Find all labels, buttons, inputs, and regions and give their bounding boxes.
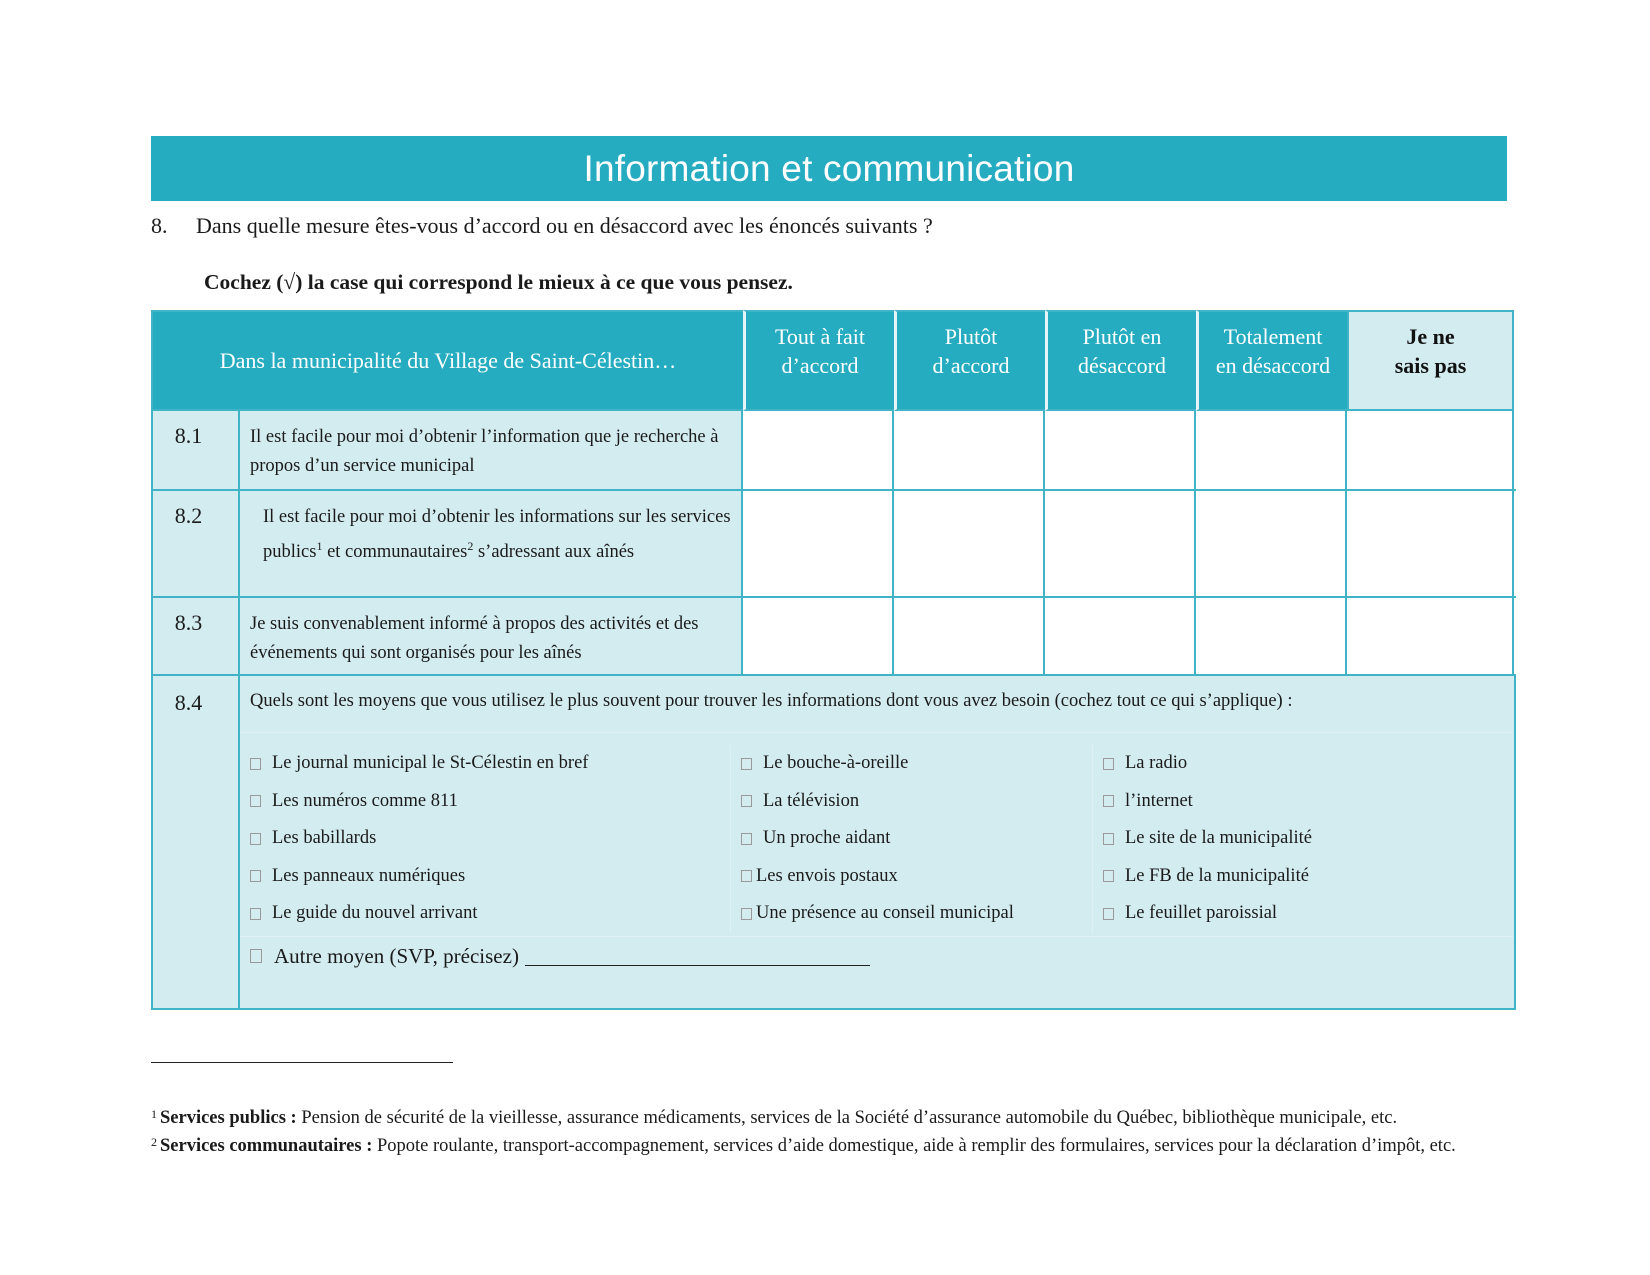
statement-text: Il est facile pour moi d’obtenir les informations sur les services publics — [263, 507, 731, 563]
footnote-text: Pension de sécurité de la vieillesse, assurance médicaments, services de la Société d’assurance automobile du Québec, bibliothèque municipale, etc. — [296, 1108, 1398, 1128]
header-plutot-d-accord — [894, 310, 1045, 411]
checkbox-icon[interactable] — [250, 949, 262, 963]
answer-cell-plutot-en-desaccord[interactable] — [1045, 411, 1196, 489]
answer-cell-je-ne-sais-pas[interactable] — [1347, 598, 1514, 674]
checkbox-icon[interactable] — [1103, 870, 1114, 882]
option-babillards[interactable] — [250, 820, 730, 858]
footnotes — [151, 1102, 1516, 1158]
option-label: La télévision — [763, 790, 860, 811]
statement-text: et communautaires — [322, 542, 468, 563]
checkbox-icon[interactable] — [250, 795, 261, 807]
checkbox-icon[interactable] — [250, 870, 261, 882]
answer-cell-totalement-en-desaccord[interactable] — [1196, 411, 1347, 489]
row-number: 8.3 — [151, 598, 240, 674]
header-label-line2: sais pas — [1394, 353, 1467, 378]
table-row-8-1 — [151, 411, 1516, 491]
header-label-line1: Tout à fait — [774, 324, 866, 349]
option-proche-aidant[interactable] — [741, 820, 1092, 858]
option-television[interactable] — [741, 783, 1092, 821]
answer-cell-plutot-d-accord[interactable] — [894, 411, 1045, 489]
answer-cell-totalement-en-desaccord[interactable] — [1196, 491, 1347, 596]
option-numeros-811[interactable] — [250, 783, 730, 821]
section-title-banner — [151, 136, 1507, 201]
answer-cell-tout-a-fait-d-accord[interactable] — [743, 411, 894, 489]
option-label: Les numéros comme 811 — [272, 790, 458, 811]
row-prompt: Quels sont les moyens que vous utilisez le plus souvent pour trouver les informations dont vous avez besoin (cochez tout ce qui s’applique) : — [240, 676, 1514, 733]
question-text: Dans quelle mesure êtes-vous d’accord ou en désaccord avec les énoncés suivants ? — [196, 213, 933, 238]
row-statement: Il est facile pour moi d’obtenir l’information que je recherche à propos d’un service municipal — [240, 411, 743, 489]
option-radio[interactable] — [1103, 745, 1312, 783]
question-number: 8. — [151, 213, 168, 238]
option-panneaux-numeriques[interactable] — [250, 858, 730, 896]
checkbox-icon[interactable] — [250, 758, 261, 770]
option-guide-nouvel-arrivant[interactable] — [250, 895, 730, 933]
options-grid — [240, 733, 1514, 933]
checkbox-icon[interactable] — [1103, 758, 1114, 770]
row-statement — [240, 491, 743, 596]
checkbox-icon[interactable] — [741, 908, 752, 920]
table-row-8-3 — [151, 598, 1516, 676]
header-tout-a-fait-d-accord — [743, 310, 894, 411]
option-autre-moyen[interactable] — [240, 936, 1514, 976]
option-label: Le FB de la municipalité — [1125, 865, 1309, 886]
statement-text: s’adressant aux aînés — [473, 542, 635, 563]
answer-cell-je-ne-sais-pas[interactable] — [1347, 411, 1514, 489]
footnote-separator — [151, 1062, 453, 1063]
option-bouche-a-oreille[interactable] — [741, 745, 1092, 783]
row-statement: Je suis convenablement informé à propos des activités et des événements qui sont organisés pour les aînés — [240, 598, 743, 674]
option-label: Un proche aidant — [763, 828, 891, 849]
likert-table — [151, 310, 1516, 1010]
answer-cell-totalement-en-desaccord[interactable] — [1196, 598, 1347, 674]
table-row-8-4 — [151, 676, 1516, 1010]
footnote-number: 2 — [151, 1135, 157, 1149]
options-column-2 — [730, 745, 1092, 933]
option-label: Le feuillet paroissial — [1125, 903, 1278, 924]
checkbox-icon[interactable] — [741, 758, 752, 770]
option-site-municipalite[interactable] — [1103, 820, 1312, 858]
header-je-ne-sais-pas — [1347, 310, 1514, 411]
header-label-line2: en désaccord — [1215, 353, 1331, 378]
table-header-row — [151, 310, 1516, 411]
answer-cell-tout-a-fait-d-accord[interactable] — [743, 491, 894, 596]
option-journal-municipal[interactable] — [250, 745, 730, 783]
answer-cell-plutot-en-desaccord[interactable] — [1045, 491, 1196, 596]
answer-cell-plutot-en-desaccord[interactable] — [1045, 598, 1196, 674]
option-label: l’internet — [1125, 790, 1193, 811]
header-label-line2: d’accord — [932, 353, 1010, 378]
table-row-8-2 — [151, 491, 1516, 598]
row-number: 8.4 — [151, 676, 240, 1008]
header-label-line1: Plutôt — [944, 324, 998, 349]
option-label: Le site de la municipalité — [1125, 828, 1312, 849]
options-column-3 — [1092, 745, 1312, 933]
header-plutot-en-desaccord — [1045, 310, 1196, 411]
footnote-number: 1 — [151, 1107, 157, 1121]
footnote-term: Services publics : — [160, 1108, 297, 1128]
option-fb-municipalite[interactable] — [1103, 858, 1312, 896]
option-label: La radio — [1125, 753, 1188, 774]
option-label: Une présence au conseil municipal — [756, 903, 1014, 924]
header-label-line1: Totalement — [1223, 324, 1323, 349]
option-envois-postaux[interactable] — [741, 858, 1092, 896]
other-specify-field[interactable] — [525, 946, 870, 966]
answer-cell-tout-a-fait-d-accord[interactable] — [743, 598, 894, 674]
header-label-line2: désaccord — [1078, 353, 1166, 378]
row-number: 8.1 — [151, 411, 240, 489]
header-statement-column — [151, 310, 743, 411]
multi-select-section — [240, 676, 1516, 1008]
footnote-ref-2[interactable]: 2 — [467, 539, 474, 553]
checkbox-icon[interactable] — [741, 833, 752, 845]
checkbox-icon[interactable] — [250, 833, 261, 845]
header-label-line1: Plutôt en — [1082, 324, 1162, 349]
footnote-2 — [151, 1130, 1516, 1158]
option-label: Les envois postaux — [756, 865, 898, 886]
option-label: Les babillards — [272, 828, 377, 849]
option-label: Autre moyen (SVP, précisez) — [274, 943, 519, 968]
header-totalement-en-desaccord — [1196, 310, 1347, 411]
question-8 — [151, 211, 933, 241]
answer-cell-je-ne-sais-pas[interactable] — [1347, 491, 1514, 596]
option-label: Le journal municipal le St-Célestin en bref — [272, 753, 589, 774]
checkbox-icon[interactable] — [741, 870, 752, 882]
option-feuillet-paroissial[interactable] — [1103, 895, 1312, 933]
footnote-1 — [151, 1102, 1516, 1130]
footnote-text: Popote roulante, transport-accompagnement, services d’aide domestique, aide à remplir des formulaires, services pour la déclaration d’impôt, etc. — [372, 1136, 1456, 1156]
checkbox-icon[interactable] — [1103, 908, 1114, 920]
section-title: Information et communication — [583, 148, 1075, 189]
option-label: Le guide du nouvel arrivant — [272, 903, 478, 924]
checkbox-icon[interactable] — [741, 795, 752, 807]
header-label-line2: d’accord — [781, 353, 859, 378]
row-number: 8.2 — [151, 491, 240, 596]
answer-cell-plutot-d-accord[interactable] — [894, 598, 1045, 674]
option-label: Le bouche-à-oreille — [763, 753, 909, 774]
header-label-line1: Je ne — [1406, 324, 1455, 349]
instruction-text: Cochez (√) la case qui correspond le mieux à ce que vous pensez. — [204, 270, 793, 294]
footnote-term: Services communautaires : — [160, 1136, 373, 1156]
checkbox-icon[interactable] — [1103, 833, 1114, 845]
answer-cell-plutot-d-accord[interactable] — [894, 491, 1045, 596]
checkbox-icon[interactable] — [1103, 795, 1114, 807]
checkbox-icon[interactable] — [250, 908, 261, 920]
footnote-ref-1[interactable]: 1 — [316, 539, 323, 553]
option-conseil-municipal[interactable] — [741, 895, 1092, 933]
option-internet[interactable] — [1103, 783, 1312, 821]
header-statement-label: Dans la municipalité du Village de Saint-Célestin… — [219, 348, 677, 373]
option-label: Les panneaux numériques — [272, 865, 466, 886]
options-column-1 — [240, 745, 730, 933]
